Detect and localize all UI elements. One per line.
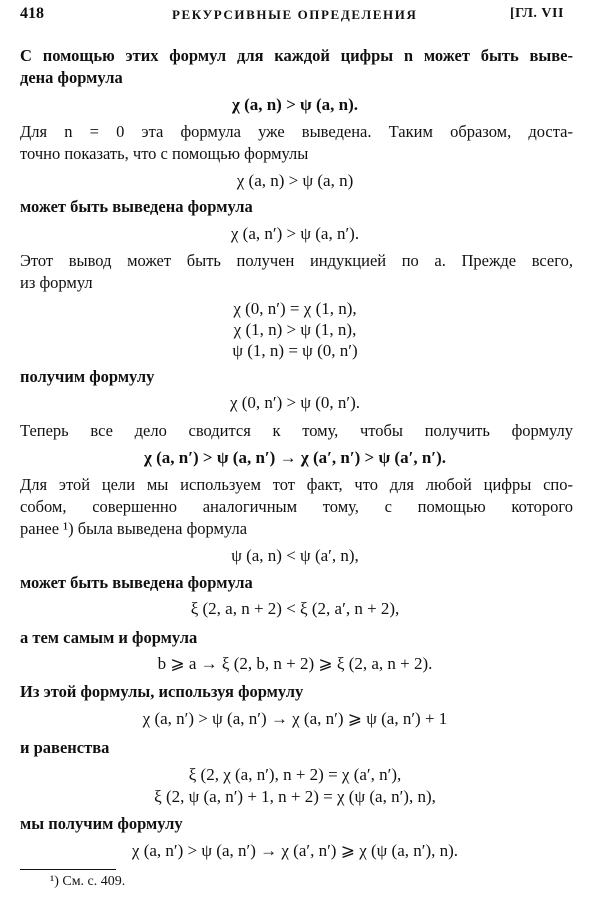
text-line: С помощью этих формул для каждой цифры n может быть выве- [20,46,573,65]
text-line: ранее ¹) была выведена формула [20,519,248,538]
page-number: 418 [20,5,44,22]
text-line: Из этой формулы, используя формулу [20,682,304,701]
formula-line: χ (0, n′) > ψ (0, n′). [229,393,361,412]
formula-line: ξ (2, ψ (a, n′) + 1, n + 2) = χ (ψ (a, n′), n), [154,787,436,806]
formula-line: ξ (2, a, n + 2) < ξ (2, a′, n + 2), [190,599,400,618]
formula-line: χ (0, n′) = χ (1, n), [233,299,357,318]
text-line: может быть выведена формула [20,197,253,216]
footnote: ¹) См. с. 409. [50,874,126,889]
text-line: Теперь все дело сводится к тому, чтобы получить формулу [20,421,573,440]
running-title: РЕКУРСИВНЫЕ ОПРЕДЕЛЕНИЯ [172,7,418,22]
formula-line: b ⩾ a → ξ (2, b, n + 2) ⩾ ξ (2, a, n + 2). [157,654,433,673]
formula-line: χ (a, n′) > ψ (a, n′) → χ (a′, n′) ⩾ χ (ψ (a, n′), n). [131,841,459,860]
formula-line: ψ (a, n) < ψ (a′, n), [231,546,359,565]
text-line: и равенства [20,738,110,757]
formula-line: χ (a, n) > ψ (a, n) [236,171,354,190]
text-line: а тем самым и формула [20,628,198,647]
text-line: собом, совершенно аналогичным тому, с помощью которого [20,497,573,516]
footnote-rule [20,869,116,870]
text-line: точно показать, что с помощью формулы [20,144,309,163]
text-line: из формул [20,273,93,292]
text-line: Для этой цели мы используем тот факт, что для любой цифры спо- [20,475,573,494]
text-line: Для n = 0 эта формула уже выведена. Таким образом, доста- [20,122,573,141]
text-line: может быть выведена формула [20,573,253,592]
text-line: Этот вывод может быть получен индукцией по a. Прежде всего, [20,251,573,270]
formula-line: ψ (1, n) = ψ (0, n′) [232,341,358,360]
formula-line: χ (a, n′) > ψ (a, n′) → χ (a, n′) ⩾ ψ (a, n′) + 1 [142,709,448,728]
text-line: дена формула [20,68,123,87]
formula-line: χ (1, n) > ψ (1, n), [233,320,357,339]
text-line: мы получим формулу [20,814,183,833]
chapter-label: [ГЛ. VII [510,6,564,21]
text-line: получим формулу [20,367,155,386]
formula-line: ξ (2, χ (a, n′), n + 2) = χ (a′, n′), [188,765,402,784]
page-header [0,0,590,26]
formula-line: χ (a, n′) > ψ (a, n′) → χ (a′, n′) > ψ (a′, n′). [143,448,446,467]
formula-line: χ (a, n′) > ψ (a, n′). [230,224,360,243]
formula-line: χ (a, n) > ψ (a, n). [231,95,359,114]
